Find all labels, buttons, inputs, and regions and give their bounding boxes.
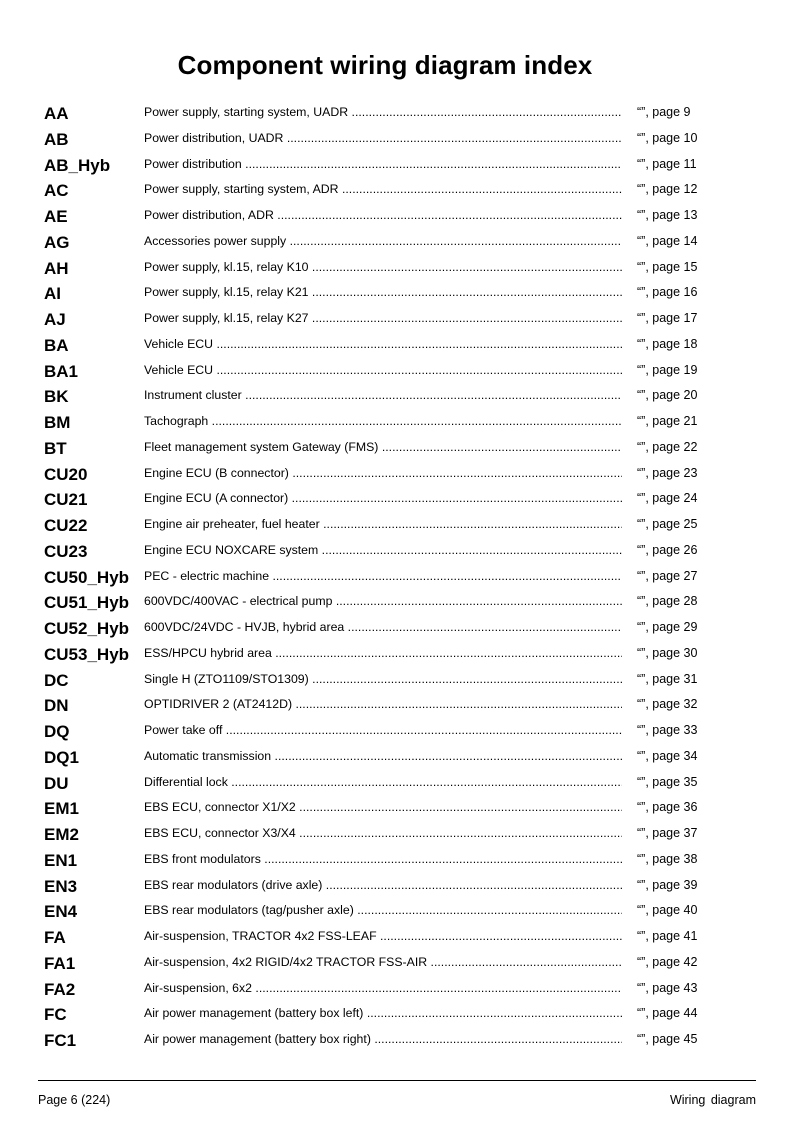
index-entry[interactable] [44,359,764,385]
entry-description: Air-suspension, 4x2 RIGID/4x2 TRACTOR FSS-AIR ..... [144,955,622,971]
index-entry[interactable] [44,256,764,282]
entry-code: DQ1 [44,747,79,767]
entry-code: AA [44,104,69,123]
index-entry[interactable] [44,127,764,153]
entry-page-ref[interactable]: “”, page 41 [637,929,698,943]
entry-page-ref[interactable]: “”, page 25 [637,517,698,531]
entry-description: Air-suspension, 6x2 ..... [144,981,622,997]
entry-code: BT [44,438,67,458]
entry-description: Single H (ZTO1109/STO1309) ..... [144,672,622,688]
index-entry[interactable] [44,487,764,513]
entry-page-ref[interactable]: “”, page 36 [637,800,698,815]
entry-code: CU21 [44,490,88,510]
entry-description: Power supply, starting system, ADR ..... [144,182,622,198]
index-entry[interactable] [44,874,764,900]
entry-page-ref[interactable]: “”, page 37 [637,826,698,840]
page-title: Component wiring diagram index [177,50,593,80]
entry-description: Power distribution, ADR ..... [144,208,622,224]
index-entry[interactable] [44,462,764,488]
index-entry[interactable] [44,616,764,642]
entry-code: EN4 [44,902,78,922]
entry-description: Automatic transmission ..... [144,749,622,765]
entry-code: EN3 [44,876,78,896]
index-entry[interactable] [44,513,764,539]
entry-code: CU50_Hyb [44,567,130,587]
entry-description: EBS ECU, connector X3/X4 ..... [144,826,622,842]
entry-code: CU53_Hyb [44,644,130,664]
index-entry[interactable] [44,333,764,359]
entry-code: DN [44,696,69,716]
entry-page-ref[interactable]: “”, page 27 [637,568,698,583]
index-entry[interactable] [44,745,764,771]
entry-description: Instrument cluster ..... [144,388,622,404]
entry-description: Tachograph ..... [144,414,622,430]
entry-page-ref[interactable]: “”, page 29 [637,620,698,634]
entry-description: Power supply, starting system, UADR ..... [144,105,622,121]
index-entry[interactable] [44,771,764,797]
entry-description: Vehicle ECU ..... [144,337,622,353]
index-entry[interactable] [44,925,764,951]
entry-code: AB_Hyb [44,155,111,175]
entry-page-ref[interactable]: “”, page 45 [637,1032,698,1046]
entry-page-ref[interactable]: “”, page 30 [637,645,698,660]
entry-description: EBS rear modulators (tag/pusher axle) ..... [144,903,622,919]
entry-description: Engine ECU NOXCARE system ..... [144,543,622,559]
entry-page-ref[interactable]: “”, page 16 [637,285,698,300]
entry-description: Power distribution, UADR ..... [144,131,622,147]
entry-description: 600VDC/400VAC - electrical pump ..... [144,594,622,610]
entry-page-ref[interactable]: “”, page 14 [637,233,698,248]
entry-page-ref[interactable]: “”, page 38 [637,851,698,866]
entry-page-ref[interactable]: “”, page 31 [637,671,698,686]
entry-description: Fleet management system Gateway (FMS) ..... [144,440,622,456]
entry-description: Air power management (battery box right) ..... [144,1032,622,1048]
entry-code: FA2 [44,979,76,999]
entry-page-ref[interactable]: “”, page 11 [637,156,697,171]
entry-code: DU [44,773,69,793]
entry-description: Engine ECU (B connector) ..... [144,466,622,482]
index-entry[interactable] [44,899,764,925]
entry-description: Engine air preheater, fuel heater ..... [144,517,622,533]
entry-code: BA1 [44,361,79,381]
entry-code: AG [44,232,70,252]
entry-description: Vehicle ECU ..... [144,363,622,379]
entry-description: Air-suspension, TRACTOR 4x2 FSS-LEAF ..... [144,929,622,945]
footer-page-number: Page 6 (224) [38,1093,111,1107]
entry-code: CU22 [44,516,88,535]
index-entry[interactable] [44,977,764,1003]
index-entry[interactable] [44,565,764,591]
entry-page-ref[interactable]: “”, page 22 [637,439,698,454]
entry-page-ref[interactable]: “”, page 28 [637,594,698,609]
entry-code: AI [44,284,61,304]
entry-page-ref[interactable]: “”, page 13 [637,208,698,222]
entry-page-ref[interactable]: “”, page 40 [637,903,698,918]
entry-description: EBS front modulators ..... [144,852,622,868]
entry-description: ESS/HPCU hybrid area ..... [144,646,622,662]
index-entry[interactable] [44,642,764,668]
entry-description: 600VDC/24VDC - HVJB, hybrid area ..... [144,620,622,636]
entry-code: FC [44,1005,67,1025]
entry-code: DQ [44,722,70,741]
index-entry[interactable] [44,230,764,256]
entry-code: DC [44,670,69,690]
index-entry[interactable] [44,539,764,565]
entry-page-ref[interactable]: “”, page 20 [637,388,698,403]
entry-page-ref[interactable]: “”, page 18 [637,336,698,351]
index-entry[interactable] [44,822,764,848]
entry-code: BK [44,387,69,407]
entry-code: CU23 [44,541,88,561]
entry-page-ref[interactable]: “”, page 35 [637,774,698,789]
entry-code: BM [44,413,71,432]
entry-description: Power supply, kl.15, relay K10 ..... [144,260,622,276]
entry-code: FC1 [44,1031,77,1050]
entry-description: Power take off ..... [144,723,622,739]
entry-code: AH [44,258,69,278]
footer-section-name: Wiring diagram [669,1093,756,1107]
entry-code: AE [44,207,68,226]
entry-description: Power supply, kl.15, relay K21 ..... [144,285,622,301]
index-entry[interactable] [44,848,764,874]
entry-code: CU51_Hyb [44,593,130,613]
entry-page-ref[interactable]: “”, page 15 [637,259,698,274]
entry-page-ref[interactable]: “”, page 17 [637,311,698,325]
footer-divider [38,1080,756,1081]
index-entry[interactable] [44,153,764,179]
entry-description: OPTIDRIVER 2 (AT2412D) ..... [144,697,622,713]
entry-code: EM2 [44,825,79,844]
index-entry[interactable] [44,384,764,410]
entry-description: Air power management (battery box left) ..... [144,1006,622,1022]
entry-page-ref[interactable]: “”, page 21 [637,414,698,428]
index-entry[interactable] [44,436,764,462]
entry-page-ref[interactable]: “”, page 12 [637,182,698,197]
entry-code: AB [44,129,69,149]
entry-page-ref[interactable]: “”, page 9 [637,105,691,119]
index-entry[interactable] [44,668,764,694]
entry-page-ref[interactable]: “”, page 33 [637,723,698,737]
entry-description: Accessories power supply ..... [144,234,622,250]
entry-code: AC [44,181,69,201]
entry-page-ref[interactable]: “”, page 24 [637,491,698,506]
index-entry[interactable] [44,1028,764,1054]
entry-page-ref[interactable]: “”, page 44 [637,1006,698,1021]
index-entry[interactable] [44,1002,764,1028]
index-list [44,101,764,1054]
index-entry[interactable] [44,590,764,616]
index-entry[interactable] [44,951,764,977]
entry-description: PEC - electric machine ..... [144,569,622,585]
entry-code: FA [44,928,66,947]
entry-description: Differential lock ..... [144,775,622,791]
entry-page-ref[interactable]: “”, page 39 [637,877,698,892]
index-entry[interactable] [44,410,764,436]
index-entry[interactable] [44,178,764,204]
entry-code: CU20 [44,464,88,484]
entry-page-ref[interactable]: “”, page 10 [637,130,698,145]
index-entry[interactable] [44,307,764,333]
entry-page-ref[interactable]: “”, page 32 [637,697,698,712]
entry-description: Power supply, kl.15, relay K27 ..... [144,311,622,327]
entry-page-ref[interactable]: “”, page 42 [637,954,698,969]
entry-description: Engine ECU (A connector) ..... [144,491,622,507]
entry-code: FA1 [44,953,76,973]
entry-description: EBS rear modulators (drive axle) ..... [144,878,622,894]
entry-description: Power distribution ..... [144,157,622,173]
index-entry[interactable] [44,101,764,127]
entry-code: AJ [44,310,66,329]
entry-code: BA [44,335,69,355]
entry-page-ref[interactable]: “”, page 23 [637,465,698,480]
entry-page-ref[interactable]: “”, page 26 [637,542,698,557]
entry-page-ref[interactable]: “”, page 43 [637,980,698,995]
entry-page-ref[interactable]: “”, page 19 [637,362,698,377]
entry-code: EM1 [44,799,79,819]
index-entry[interactable] [44,719,764,745]
entry-code: CU52_Hyb [44,619,130,638]
entry-code: EN1 [44,850,78,870]
index-entry[interactable] [44,281,764,307]
index-entry[interactable] [44,204,764,230]
entry-description: EBS ECU, connector X1/X2 ..... [144,800,622,816]
index-entry[interactable] [44,693,764,719]
entry-page-ref[interactable]: “”, page 34 [637,748,698,763]
index-entry[interactable] [44,796,764,822]
